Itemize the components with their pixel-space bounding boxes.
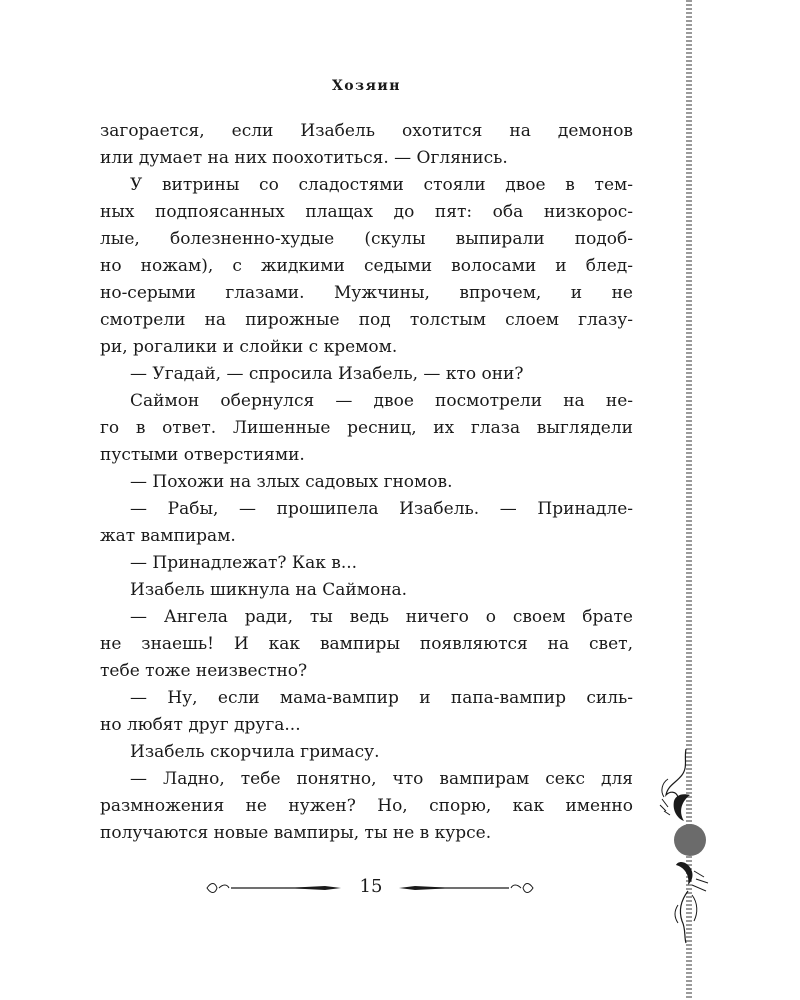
text-line: пустыми отверстиями.: [100, 445, 305, 465]
text-line: не знаешь! И как вампиры появляются на свет,: [100, 634, 633, 654]
text-line: но-серыми глазами. Мужчины, впрочем, и не: [100, 283, 633, 303]
text-line: или думает на них поохотиться. — Оглянись.: [100, 148, 508, 168]
text-line: ри, рогалики и слойки с кремом.: [100, 337, 398, 357]
text-line: получаются новые вампиры, ты не в курсе.: [100, 823, 492, 843]
text-line: размножения не нужен? Но, спорю, как именно: [100, 796, 633, 816]
text-line: Саймон обернулся — двое посмотрели на не-: [130, 391, 633, 411]
text-line: Изабель скорчила гримасу.: [130, 742, 380, 762]
text-line: го в ответ. Лишенные ресниц, их глаза выглядели: [100, 418, 633, 438]
text-line: — Ладно, тебе понятно, что вампирам секс для: [130, 769, 633, 789]
body-text: [100, 118, 633, 847]
text-line: — Угадай, — спросила Изабель, — кто они?: [130, 364, 524, 384]
text-line: тебе тоже неизвестно?: [100, 661, 308, 681]
text-line: — Ангела ради, ты ведь ничего о своем брате: [130, 607, 633, 627]
hand-moon-decoration-icon: [648, 745, 728, 945]
running-head: Хозяин: [331, 78, 402, 94]
text-line: жат вампирам.: [100, 526, 236, 546]
text-line: — Ну, если мама-вампир и папа-вампир силь-: [130, 688, 633, 708]
text-line: Изабель шикнула на Саймона.: [130, 580, 408, 600]
text-line: — Рабы, — прошипела Изабель. — Принадле-: [130, 499, 633, 519]
text-line: смотрели на пирожные под толстым слоем глазу-: [100, 310, 633, 330]
text-line: У витрины со сладостями стояли двое в тем-: [130, 175, 633, 195]
text-line: но любят друг друга...: [100, 715, 301, 735]
text-line: ных подпоясанных плащах до пят: оба низкорос-: [100, 202, 633, 222]
left-ornament-icon: [205, 880, 345, 896]
right-ornament-icon: [395, 880, 535, 896]
text-line: лые, болезненно-худые (скулы выпирали подоб-: [100, 229, 633, 249]
page-number: 15: [359, 876, 383, 897]
text-line: — Принадлежат? Как в...: [130, 553, 358, 573]
text-line: но ножам), с жидкими седыми волосами и блед-: [100, 256, 633, 276]
page-footer: [205, 874, 535, 904]
text-line: — Похожи на злых садовых гномов.: [130, 472, 453, 492]
text-line: загорается, если Изабель охотится на демонов: [100, 121, 633, 141]
